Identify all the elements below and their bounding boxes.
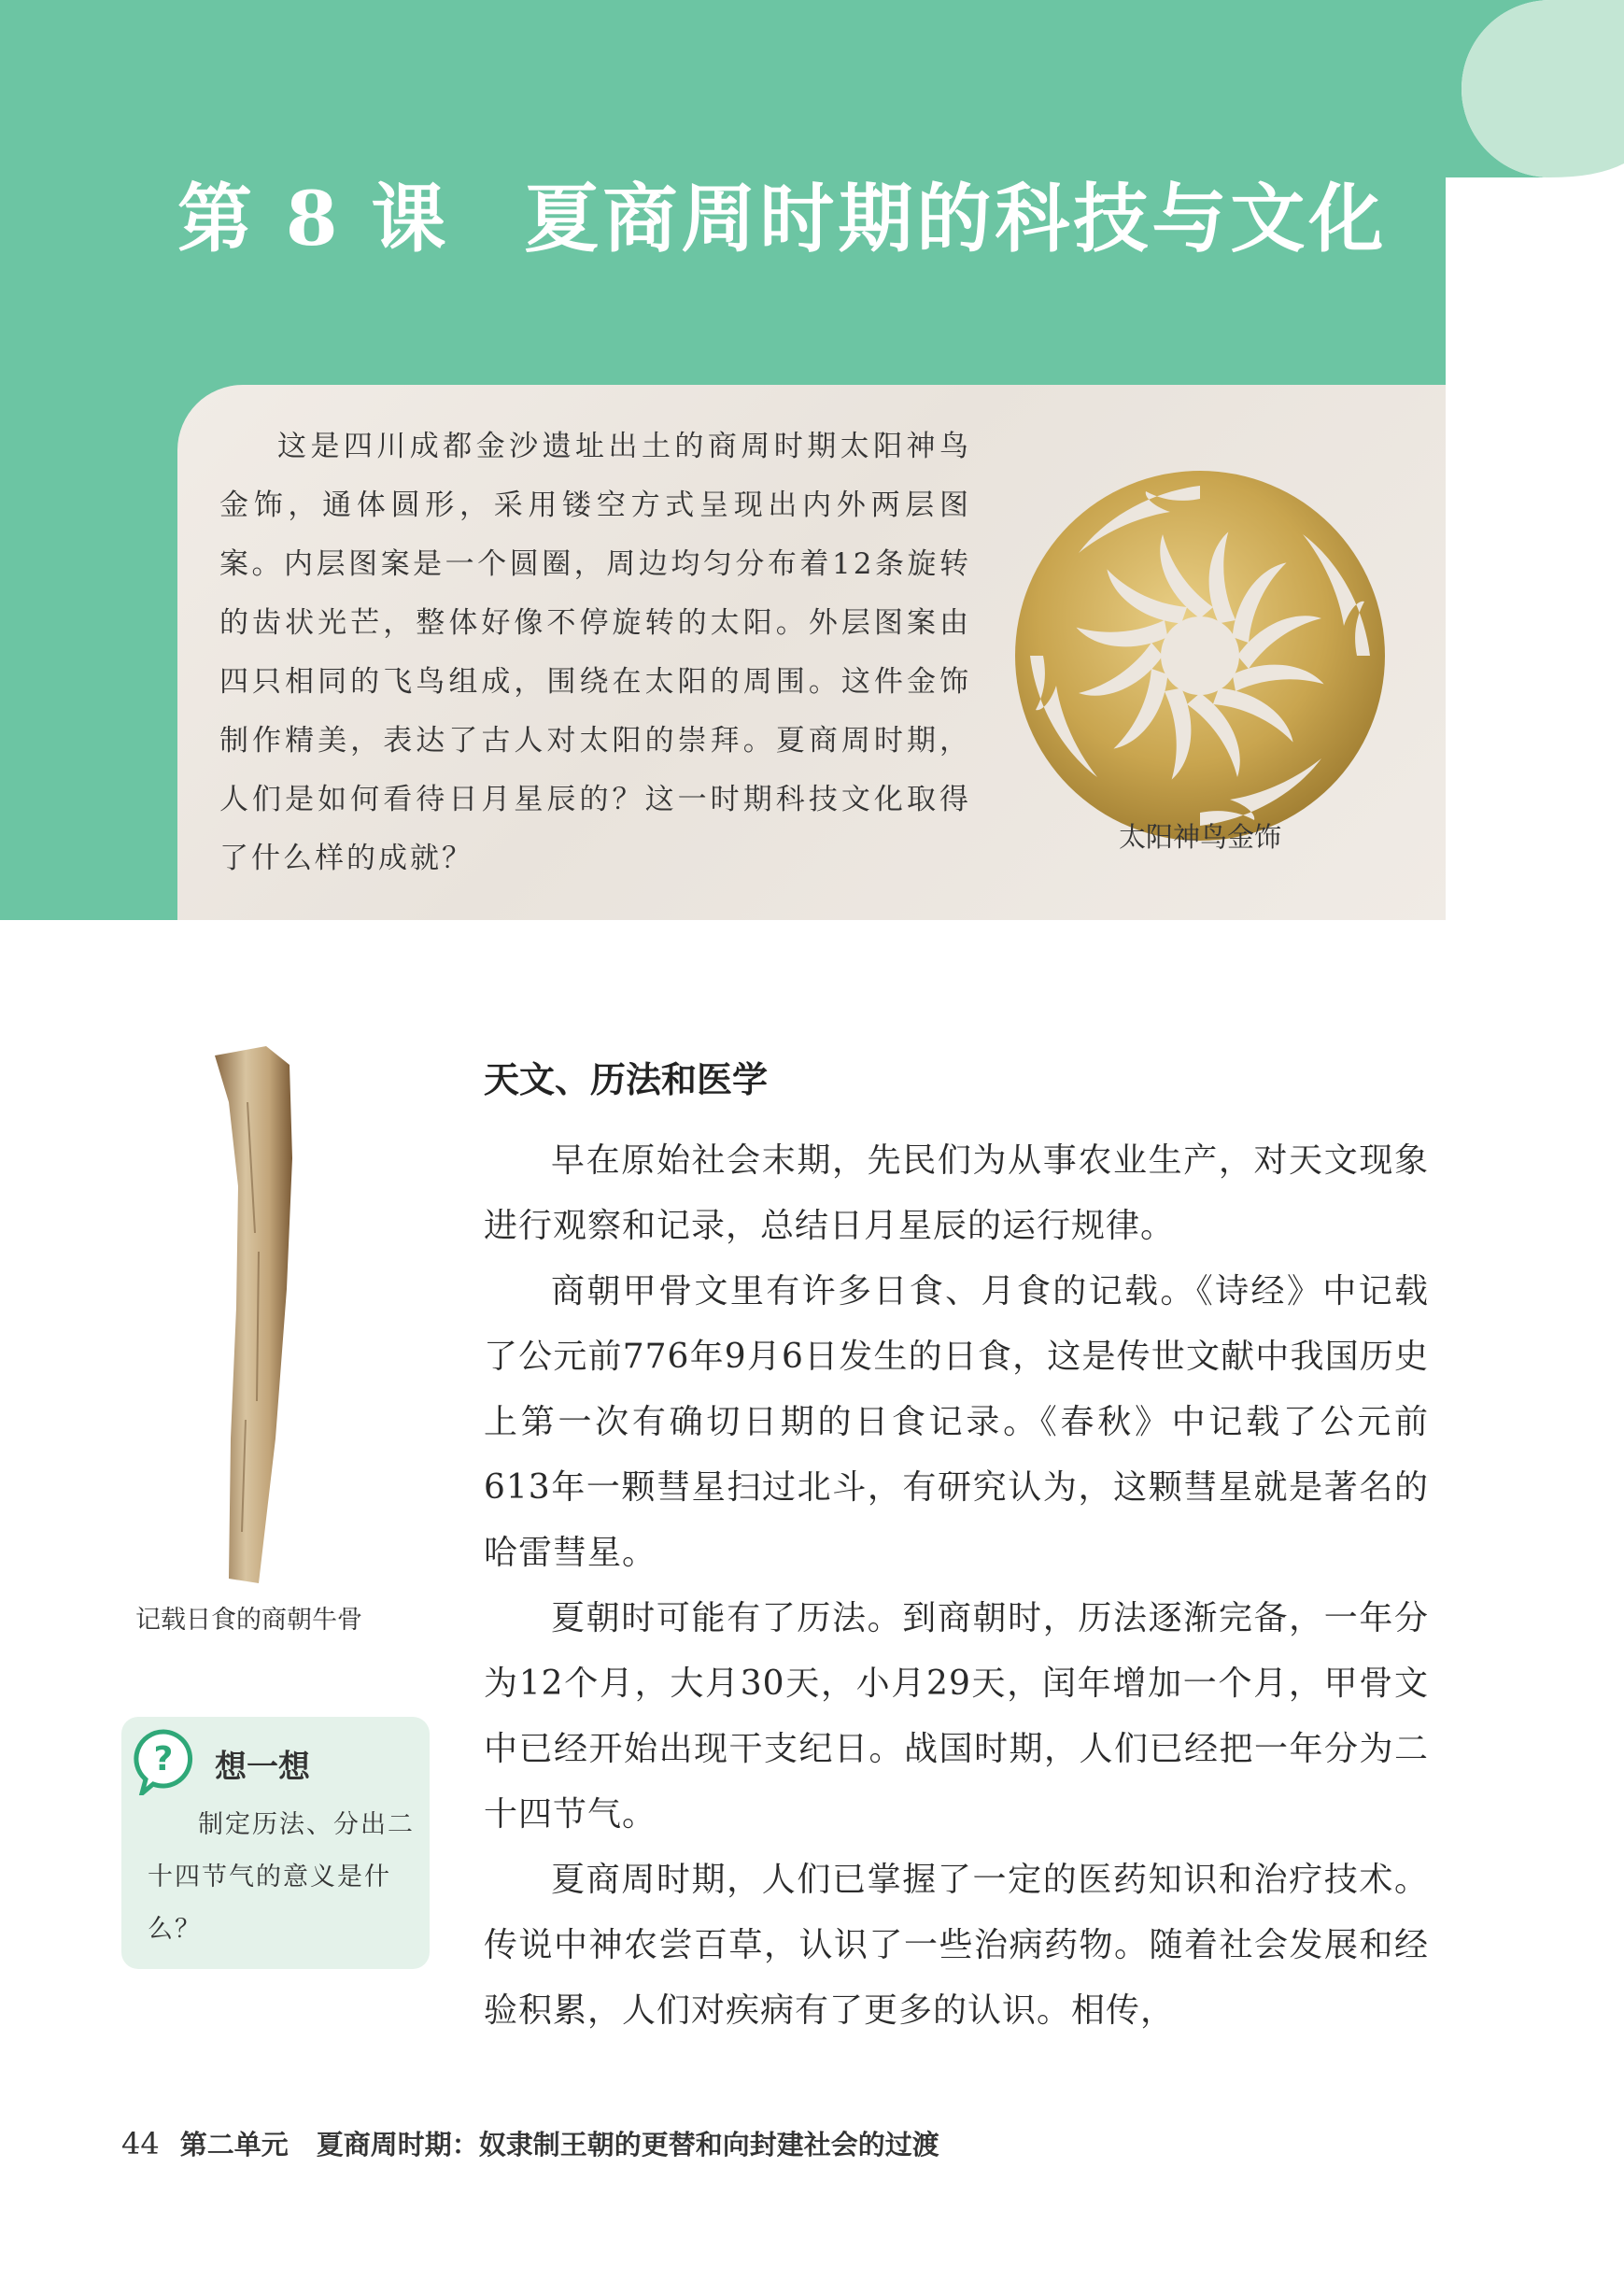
intro-card [177, 385, 1446, 920]
section-body [484, 1128, 1429, 2044]
think-box [121, 1717, 430, 1969]
artifact-caption: 太阳神鸟金饰 [1118, 821, 1281, 853]
paragraph: 夏朝时可能有了历法。到商朝时，历法逐渐完备，一年分为12个月，大月30天，小月29天，闰年增加一个月，甲骨文中已经开始出现干支纪日。战国时期，人们已经把一年分为二十四节气。 [484, 1599, 1429, 1834]
corner-decoration [1438, 0, 1624, 187]
paragraph: 商朝甲骨文里有许多日食、月食的记载。《诗经》中记载了公元前776年9月6日发生的日食，这是传世文献中我国历史上第一次有确切日期的日食记录。《春秋》中记载了公元前613年一颗彗星扫过北斗，有研究认为，这颗彗星就是著名的哈雷彗星。 [484, 1272, 1429, 1572]
think-title: 想一想 [215, 1749, 310, 1786]
paragraph: 早在原始社会末期，先民们为从事农业生产，对天文现象进行观察和记录，总结日月星辰的运行规律。 [484, 1141, 1429, 1245]
paragraph: 夏商周时期，人们已掌握了一定的医药知识和治疗技术。传说中神农尝百草，认识了一些治病药物。随着社会发展和经验积累，人们对疾病有了更多的认识。相传， [484, 1861, 1429, 2030]
intro-text: 这是四川成都金沙遗址出土的商周时期太阳神鸟金饰，通体圆形，采用镂空方式呈现出内外两层图案。内层图案是一个圆圈，周边均匀分布着12条旋转的齿状光芒，整体好像不停旋转的太阳。外层图案由四只相同的飞鸟组成，围绕在太阳的周围。这件金饰制作精美，表达了古人对太阳的崇拜。夏商周时期，人们是如何看待日月星辰的？这一时期科技文化取得了什么样的成就？ [219, 430, 971, 875]
unit-title: 夏商周时期：奴隶制王朝的更替和向封建社会的过渡 [316, 2129, 939, 2160]
section-heading: 天文、历法和医学 [484, 1058, 769, 1100]
unit-label: 第二单元 [179, 2129, 289, 2160]
bone-caption: 记载日食的商朝牛骨 [135, 1606, 362, 1635]
svg-text:?: ? [153, 1740, 174, 1778]
page-number: 44 [121, 2126, 160, 2161]
question-bubble-icon [133, 1728, 194, 1795]
think-question: 制定历法、分出二十四节气的意义是什么？ [148, 1810, 415, 1944]
page-footer [121, 2124, 939, 2162]
lesson-name: 夏商周时期的科技与文化 [524, 175, 1388, 262]
sun-bird-gold-ornament-image [1013, 469, 1387, 843]
oracle-bone-image [201, 1046, 304, 1588]
lesson-number: 第 8 课 [177, 175, 450, 262]
lesson-title [177, 159, 1391, 266]
